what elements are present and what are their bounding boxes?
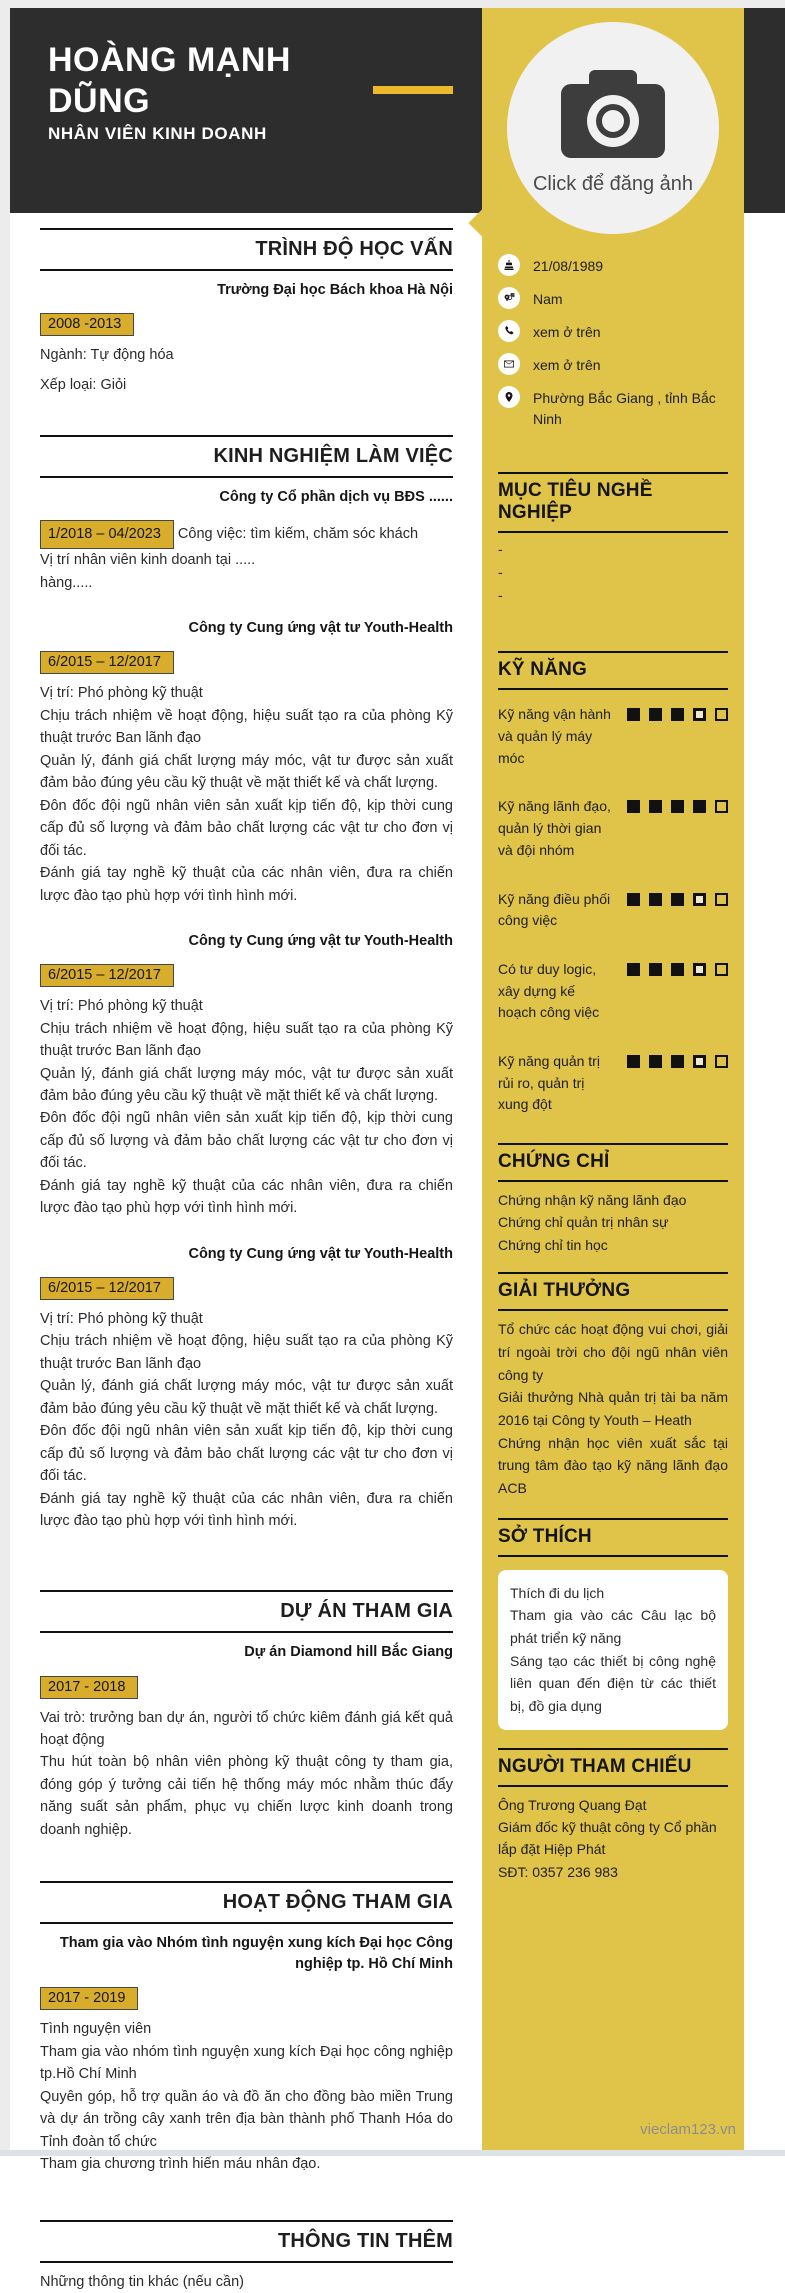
experience-entry (40, 1244, 453, 1533)
section-objective (498, 472, 728, 603)
entry-company: Công ty Cung ứng vật tư Youth-Health (188, 1245, 453, 1262)
entry-line: Đánh giá tay nghề kỹ thuật của các nhân viên, đưa ra chiến lược đào tạo phù hợp với tình hình mới. (40, 1490, 453, 1530)
hobby-item: Sáng tạo các thiết bị công nghệ liên quan đến điện từ các thiết bị, đồ gia dụng (510, 1652, 716, 1714)
section-activities (40, 1881, 453, 2175)
entry-line: Chịu trách nhiệm về hoạt động, hiệu suất tạo ra của phòng Kỹ thuật trước Ban lãnh đạo (40, 1020, 453, 1060)
gender-icon (498, 287, 520, 309)
skills-heading: KỸ NĂNG (498, 651, 728, 690)
location-icon (498, 386, 520, 408)
references-heading: NGƯỜI THAM CHIẾU (498, 1748, 728, 1787)
project-period-chip: 2017 - 2018 (40, 1676, 138, 1699)
education-school: Trường Đại học Bách khoa Hà Nội (217, 282, 453, 298)
skill-level-filled-square (627, 1055, 640, 1068)
additional-heading: THÔNG TIN THÊM (40, 2220, 453, 2263)
certificate-item: Chứng chỉ tin học (498, 1236, 608, 1253)
additional-note: Những thông tin khác (nếu cần) (40, 2273, 244, 2290)
skill-level-filled-square (627, 963, 640, 976)
skill-level-empty-square (715, 1055, 728, 1068)
education-major: Ngành: Tự động hóa (40, 347, 174, 364)
contact-list (498, 254, 728, 430)
skill-level-empty-square (715, 963, 728, 976)
experience-first-cont: hàng..... (40, 574, 93, 591)
section-hobbies (498, 1518, 728, 1730)
skill-level-filled-square (693, 800, 706, 813)
skill-rating (627, 1051, 728, 1116)
awards-heading: GIẢI THƯỞNG (498, 1272, 728, 1311)
objective-heading: MỤC TIÊU NGHỀ NGHIỆP (498, 472, 728, 533)
award-item: Tổ chức các hoạt động vui chơi, giải trí ngoài trời cho đội ngũ nhân viên công ty (498, 1321, 728, 1383)
page-edge-bottom (0, 2150, 785, 2156)
sidebar (482, 8, 744, 2150)
contact-gender: Nam (533, 291, 563, 307)
experience-entry (40, 931, 453, 1220)
activity-org: Tham gia vào Nhóm tình nguyện xung kích Đại học Công nghiệp tp. Hồ Chí Minh (59, 1935, 453, 1973)
entry-line: Đôn đốc đội ngũ nhân viên sản xuất kịp tiến độ, kịp thời cung cấp đủ số lượng và đảm bảo chất lượng các vật tư cho đơn vị đối tác. (40, 1423, 453, 1485)
entry-line: Quản lý, đánh giá chất lượng máy móc, vật tư được sản xuất đảm bảo đúng yêu cầu kỹ thuật về mặt thiết kế và chất lượng. (40, 1378, 453, 1417)
skill-level-filled-square (671, 708, 684, 721)
skill-label: Kỹ năng điều phối công việc (498, 890, 611, 929)
section-additional (40, 2220, 453, 2293)
entry-line: Quản lý, đánh giá chất lượng máy móc, vật tư được sản xuất đảm bảo đúng yêu cầu kỹ thuật về mặt thiết kế và chất lượng. (40, 752, 453, 792)
education-period-chip: 2008 -2013 (40, 313, 134, 336)
skill-rating (627, 704, 728, 769)
photo-upload-label: Click để đăng ảnh (532, 173, 694, 195)
experience-first-line (40, 520, 453, 549)
skill-level-partial-square (693, 708, 706, 721)
skill-level-empty-square (715, 893, 728, 906)
skill-rating (627, 796, 728, 861)
contact-birthday: 21/08/1989 (533, 258, 604, 274)
page-edge-top (0, 0, 785, 8)
activity-line: Quyên góp, hỗ trợ quần áo và đồ ăn cho đồng bào miền Trung và dự án trồng cây xanh trên địa bàn thành phố Thanh Hóa do Tỉnh đoàn tổ chức (40, 2088, 453, 2150)
skill-label: Kỹ năng quản trị rủi ro, quản trị xung đột (498, 1052, 600, 1113)
section-projects (40, 1590, 453, 1841)
skill-level-partial-square (693, 963, 706, 976)
activity-line: Tham gia vào nhóm tình nguyện xung kích Đại học công nghiệp tp.Hồ Chí Minh (40, 2043, 453, 2083)
skill-level-partial-square (693, 1055, 706, 1068)
entry-line: Đánh giá tay nghề kỹ thuật của các nhân viên, đưa ra chiến lược đào tạo phù hợp với tình hình mới. (40, 865, 453, 904)
skill-level-filled-square (627, 893, 640, 906)
contact-phone: xem ở trên (533, 324, 601, 340)
phone-icon (498, 320, 520, 342)
section-awards (498, 1272, 728, 1499)
activities-heading: HOẠT ĐỘNG THAM GIA (40, 1881, 453, 1924)
activity-period-chip: 2017 - 2019 (40, 1987, 138, 2010)
activity-line: Tình nguyện viên (40, 2021, 152, 2038)
skill-level-filled-square (649, 893, 662, 906)
main-column (40, 218, 453, 2293)
award-item: Giải thưởng Nhà quản trị tài ba năm 2016 tại Công ty Youth – Heath (498, 1389, 728, 1428)
contact-row (498, 254, 728, 277)
skill-rating (627, 959, 728, 1024)
entry-line: Chịu trách nhiệm về hoạt động, hiệu suất tạo ra của phòng Kỹ thuật trước Ban lãnh đạo (40, 707, 453, 747)
objective-item: - (498, 563, 503, 580)
skill-level-filled-square (649, 1055, 662, 1068)
skill-row (498, 959, 728, 1024)
skill-level-filled-square (627, 800, 640, 813)
entry-line: Chịu trách nhiệm về hoạt động, hiệu suất tạo ra của phòng Kỹ thuật trước Ban lãnh đạo (40, 1333, 453, 1372)
skill-level-filled-square (649, 800, 662, 813)
experience-period-chip: 1/2018 – 04/2023 (40, 520, 174, 549)
hobbies-heading: SỞ THÍCH (498, 1518, 728, 1557)
experience-first-role: Vị trí nhân viên kinh doanh tại ..... (40, 552, 256, 569)
entry-company: Công ty Cung ứng vật tư Youth-Health (188, 933, 453, 950)
skill-rating (627, 889, 728, 932)
birthday-icon (498, 254, 520, 276)
photo-upload-button[interactable] (507, 22, 719, 234)
contact-row (498, 386, 728, 430)
skill-label: Có tư duy logic, xây dựng kế hoạch công việc (498, 960, 600, 1021)
certificates-heading: CHỨNG CHỈ (498, 1143, 728, 1182)
entry-period-chip: 6/2015 – 12/2017 (40, 651, 174, 674)
reference-line: Ông Trương Quang Đạt (498, 1796, 647, 1813)
skill-level-partial-square (693, 893, 706, 906)
section-skills (498, 651, 728, 1116)
skill-row (498, 796, 728, 861)
skill-level-empty-square (715, 708, 728, 721)
sidebar-content (498, 254, 728, 1883)
contact-email: xem ở trên (533, 357, 601, 373)
project-line: Vai trò: trưởng ban dự án, người tổ chức kiêm đánh giá kết quả hoạt động (40, 1709, 453, 1748)
entry-line: Vị trí: Phó phòng kỹ thuật (40, 998, 203, 1015)
candidate-name: HOÀNG MẠNH DŨNG (48, 41, 291, 120)
candidate-job-title: NHÂN VIÊN KINH DOANH (48, 124, 267, 143)
hobbies-box (498, 1570, 728, 1730)
site-watermark: vieclam123.vn (640, 2121, 736, 2138)
contact-row (498, 353, 728, 376)
contact-row (498, 287, 728, 310)
entry-period-chip: 6/2015 – 12/2017 (40, 1277, 174, 1300)
activity-line: Tham gia chương trình hiến máu nhân đạo. (40, 2156, 321, 2173)
skill-row (498, 704, 728, 769)
experience-heading: KINH NGHIỆM LÀM VIỆC (40, 435, 453, 478)
objective-item: - (498, 541, 503, 557)
objective-item: - (498, 586, 503, 603)
project-line: Thu hút toàn bộ nhân viên phòng kỹ thuật công ty tham gia, đóng góp ý tưởng cải tiến hệ thống máy móc nhằm thúc đẩy năng suất sản phẩm, phục vụ chiến lược kinh doanh trong doanh nghiệp. (40, 1754, 453, 1838)
skill-level-filled-square (649, 963, 662, 976)
entry-line: Đánh giá tay nghề kỹ thuật của các nhân viên, đưa ra chiến lược đào tạo phù hợp với tình hình mới. (40, 1177, 453, 1217)
entry-line: Vị trí: Phó phòng kỹ thuật (40, 685, 203, 702)
project-name: Dự án Diamond hill Bắc Giang (244, 1644, 453, 1661)
hobby-item: Tham gia vào các Câu lạc bộ phát triển kỹ năng (510, 1607, 716, 1646)
accent-dash (373, 86, 453, 94)
entry-line: Đôn đốc đội ngũ nhân viên sản xuất kịp tiến độ, kịp thời cung cấp đủ số lượng và đảm bảo chất lượng các vật tư cho đơn vị đối tác. (40, 1110, 453, 1172)
skill-level-filled-square (671, 893, 684, 906)
contact-address: Phường Bắc Giang , tỉnh Bắc Ninh (533, 390, 716, 427)
email-icon (498, 353, 520, 375)
skill-level-filled-square (627, 708, 640, 721)
entry-company: Công ty Cung ứng vật tư Youth-Health (188, 620, 453, 637)
entry-period-chip: 6/2015 – 12/2017 (40, 964, 174, 987)
skill-label: Kỹ năng vận hành và quản lý máy móc (498, 706, 611, 766)
education-grade: Xếp loại: Giỏi (40, 377, 127, 394)
page-edge-left (0, 0, 10, 2156)
education-heading: TRÌNH ĐỘ HỌC VẤN (40, 228, 453, 271)
experience-company: Công ty Cổ phần dịch vụ BĐS ...... (219, 488, 453, 505)
entry-line: Vị trí: Phó phòng kỹ thuật (40, 1310, 203, 1327)
camera-icon (553, 62, 673, 166)
certificate-item: Chứng nhận kỹ năng lãnh đạo (498, 1192, 687, 1209)
section-references (498, 1748, 728, 1884)
skill-level-filled-square (671, 800, 684, 813)
skill-row (498, 889, 728, 932)
skill-level-filled-square (671, 963, 684, 976)
contact-row (498, 320, 728, 343)
skill-level-filled-square (649, 708, 662, 721)
section-experience (40, 435, 453, 1533)
entry-line: Quản lý, đánh giá chất lượng máy móc, vật tư được sản xuất đảm bảo đúng yêu cầu kỹ thuật về mặt thiết kế và chất lượng. (40, 1065, 453, 1104)
reference-line: SĐT: 0357 236 983 (498, 1863, 618, 1880)
entry-line: Đôn đốc đội ngũ nhân viên sản xuất kịp tiến độ, kịp thời cung cấp đủ số lượng và đảm bảo chất lượng các vật tư cho đơn vị đối tác. (40, 797, 453, 859)
projects-heading: DỰ ÁN THAM GIA (40, 1590, 453, 1633)
experience-entry (40, 618, 453, 907)
certificate-item: Chứng chỉ quản trị nhân sự (498, 1214, 669, 1231)
skill-label: Kỹ năng lãnh đạo, quản lý thời gian và đội nhóm (498, 798, 611, 858)
award-item: Chứng nhận học viên xuất sắc tại trung tâm đào tạo kỹ năng lãnh đạo ACB (498, 1434, 728, 1496)
reference-line: Giám đốc kỹ thuật công ty Cổ phần lắp đặt Hiệp Phát (498, 1818, 717, 1858)
skill-row (498, 1051, 728, 1116)
skill-level-empty-square (715, 800, 728, 813)
experience-first-task: Công việc: tìm kiếm, chăm sóc khách (177, 525, 419, 542)
section-certificates (498, 1143, 728, 1256)
hobby-item: Thích đi du lịch (510, 1584, 605, 1601)
skill-level-filled-square (671, 1055, 684, 1068)
section-education (40, 228, 453, 397)
